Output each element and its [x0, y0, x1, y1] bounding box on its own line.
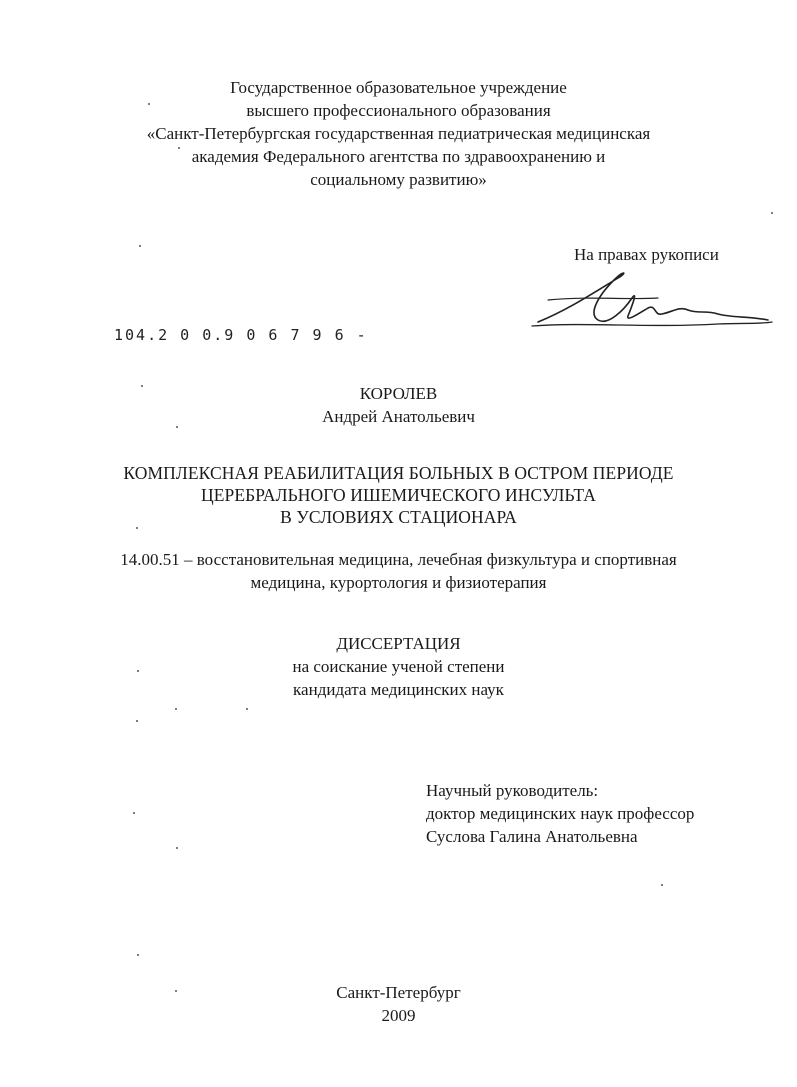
- title-line-2: ЦЕРЕБРАЛЬНОГО ИШЕМИЧЕСКОГО ИНСУЛЬТА: [201, 485, 596, 505]
- institution-line-1: Государственное образовательное учреждение: [230, 78, 567, 97]
- scan-speck: [246, 708, 248, 710]
- supervisor-label: Научный руководитель:: [426, 781, 599, 800]
- institution-line-2: высшего профессионального образования: [246, 101, 551, 120]
- author-surname: КОРОЛЕВ: [359, 384, 438, 403]
- scan-speck: [661, 884, 663, 886]
- dissertation-type-block: [0, 632, 797, 701]
- title-line-1: КОМПЛЕКСНАЯ РЕАБИЛИТАЦИЯ БОЛЬНЫХ В ОСТРОМ ПЕРИОДЕ: [123, 463, 674, 483]
- signature: [528, 270, 778, 340]
- dissertation-title: [0, 462, 797, 528]
- supervisor-block: [426, 779, 694, 848]
- scan-speck: [137, 670, 139, 672]
- institution-header: [0, 76, 797, 191]
- supervisor-name: Суслова Галина Анатольевна: [426, 827, 638, 846]
- scan-speck: [141, 385, 143, 387]
- footer-block: [0, 981, 797, 1027]
- scan-speck: [136, 720, 138, 722]
- institution-line-4: академия Федерального агентства по здравоохранению и: [191, 147, 606, 166]
- scan-speck: [133, 812, 135, 814]
- author-name: Андрей Анатольевич: [322, 407, 475, 426]
- scan-speck: [178, 147, 180, 149]
- institution-line-5: социальному развитию»: [310, 170, 487, 189]
- registration-number: 104.2 0 0.9 0 6 7 9 6 -: [114, 326, 368, 344]
- institution-line-3: «Санкт-Петербургская государственная педиатрическая медицинская: [146, 124, 651, 143]
- scan-speck: [139, 245, 141, 247]
- manuscript-note: На правах рукописи: [574, 245, 719, 264]
- dissertation-heading: ДИССЕРТАЦИЯ: [336, 634, 461, 653]
- footer-year: 2009: [381, 1006, 416, 1025]
- supervisor-degree: доктор медицинских наук профессор: [426, 804, 695, 823]
- specialty-line-2: медицина, курортология и физиотерапия: [250, 573, 547, 592]
- author-block: [0, 382, 797, 428]
- scan-speck: [137, 954, 139, 956]
- scan-speck: [148, 103, 150, 105]
- scan-speck: [136, 527, 138, 529]
- scan-speck: [175, 990, 177, 992]
- degree-line-1: на соискание ученой степени: [292, 657, 505, 676]
- scan-speck: [175, 708, 177, 710]
- footer-city: Санкт-Петербург: [336, 983, 461, 1002]
- title-line-3: В УСЛОВИЯХ СТАЦИОНАРА: [280, 507, 517, 527]
- specialty-block: [0, 548, 797, 594]
- scan-speck: [771, 212, 773, 214]
- scan-speck: [176, 426, 178, 428]
- specialty-line-1: 14.00.51 – восстановительная медицина, лечебная физкультура и спортивная: [120, 550, 677, 569]
- degree-line-2: кандидата медицинских наук: [293, 680, 504, 699]
- scan-speck: [176, 847, 178, 849]
